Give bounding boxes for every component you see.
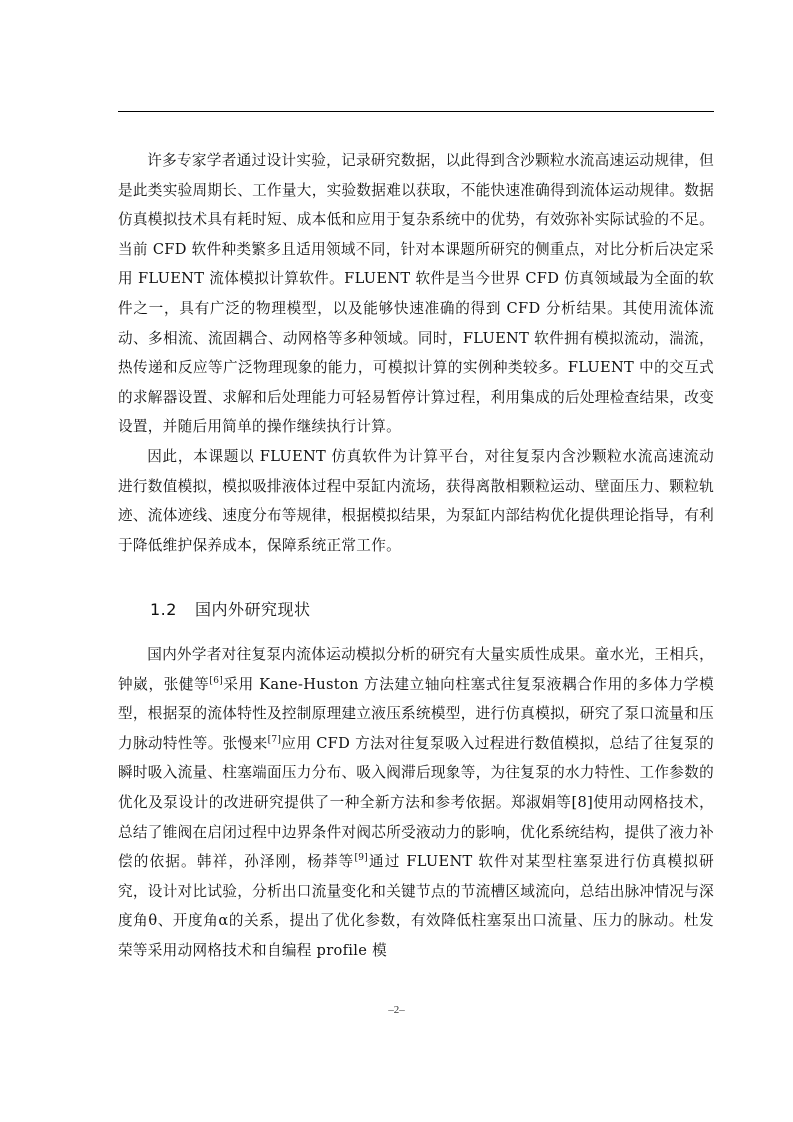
review-text-block [118,640,714,966]
section-heading [150,597,310,620]
citation-ref: [9] [354,853,369,864]
text-run: 国内外学者对往复泵内流体运动模拟分析的研究有大量实质性成果。童水光，王相兵，钟崴，张健等 [118,646,714,693]
paragraph: 许多专家学者通过设计实验，记录研究数据，以此得到含沙颗粒水流高速运动规律，但是此类实验周期长、工作量大，实验数据难以获取，不能快速准确得到流体运动规律。数据仿真模拟技术具有耗时短、成本低和应用于复杂系统中的优势，有效弥补实际试验的不足。当前 CFD 软件种类繁多且适用领域不同，针对本课题所研究的侧重点，对比分析后决定采用 FLUENT 流体模拟计算软件。FLUENT 软件是当今世界 CFD 仿真领域最为全面的软件之一，具有广泛的物理模型，以及能够快速准确的得到 CFD 分析结果。其使用流体流动、多相流、流固耦合、动网格等多种领域。同时，FLUENT 软件拥有模拟流动，湍流，热传递和反应等广泛物理现象的能力，可模拟计算的实例种类较多。FLUENT 中的交互式的求解器设置、求解和后处理能力可轻易暂停计算过程，利用集成的后处理检查结果，改变设置，并随后用简单的操作继续执行计算。 [118,152,714,436]
paragraph: 因此，本课题以 FLUENT 仿真软件为计算平台，对往复泵内含沙颗粒水流高速流动进行数值模拟，模拟吸排液体过程中泵缸内流场，获得离散相颗粒运动、壁面压力、颗粒轨迹、流体迹线、速度分布等规律，根据模拟结果，为泵缸内部结构优化提供理论指导，有利于降低维护保养成本，保障系统正常工作。 [118,447,714,554]
section-title: 国内外研究现状 [194,600,311,619]
section-number: 1.2 [150,600,177,619]
paragraph [118,640,714,966]
citation-ref: [7] [267,734,282,745]
text-run: 应用 CFD 方法对往复泵吸入过程进行数值模拟，总结了往复泵的瞬时吸入流量、柱塞端面压力分布、吸入阀滞后现象等，为往复泵的水力特性、工作参数的优化及泵设计的改进研究提供了一种全新方法和参考依据。郑淑娟等[8]使用动网格技术，总结了锥阀在启闭过程中边界条件对阀芯所受液动力的影响，优化系统结构，提供了液力补偿的依据。韩祥，孙泽刚，杨莽等 [118,734,714,871]
intro-text-block [118,146,714,560]
header-rule [118,111,714,112]
text-run: 采用 Kane-Huston 方法建立轴向柱塞式往复泵液耦合作用的多体力学模型，根据泵的流体特性及控制原理建立液压系统模型，进行仿真模拟，研究了泵口流量和压力脉动特性等。张慢来 [118,675,714,752]
text-run: 通过 FLUENT 软件对某型柱塞泵进行仿真模拟研究，设计对比试验，分析出口流量变化和关键节点的节流槽区域流向，总结出脉冲情况与深度角θ、开度角α的关系，提出了优化参数，有效降低柱塞泵出口流量、压力的脉动。杜发荣等采用动网格技术和自编程 profile 模 [118,853,714,959]
citation-ref: [6] [209,675,224,686]
page-number: –2– [388,1004,405,1016]
